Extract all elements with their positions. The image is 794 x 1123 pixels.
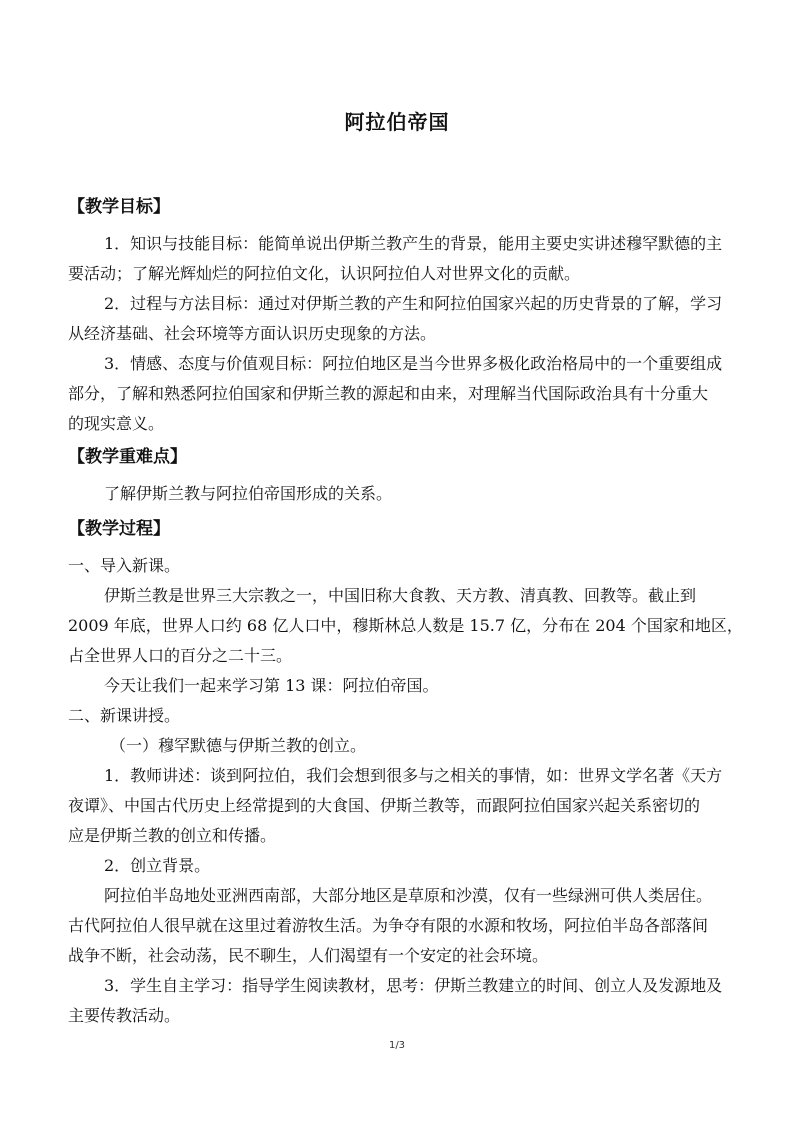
item-2-para-line-2: 古代阿拉伯人很早就在这里过着游牧生活。为争夺有限的水源和牧场，阿拉伯半岛各部落间 bbox=[68, 916, 709, 935]
section-1-para-line-3: 占全世界人口的百分之二十三。 bbox=[68, 646, 293, 665]
objective-2-line-1: 2．过程与方法目标：通过对伊斯兰教的产生和阿拉伯国家兴起的历史背景的了解，学习 bbox=[104, 294, 723, 313]
item-2-para-line-3: 战争不断，社会动荡，民不聊生，人们渴望有一个安定的社会环境。 bbox=[68, 946, 549, 965]
item-2-title: 2．创立背景。 bbox=[104, 856, 211, 875]
item-3-line-2: 主要传教活动。 bbox=[68, 1006, 181, 1025]
heading-objectives: 【教学目标】 bbox=[68, 197, 170, 217]
page-number: 1/3 bbox=[388, 1040, 406, 1051]
objective-3-line-2: 部分，了解和熟悉阿拉伯国家和伊斯兰教的源起和由来，对理解当代国际政治具有十分重大 bbox=[68, 384, 709, 403]
objective-1-line-2: 要活动；了解光辉灿烂的阿拉伯文化，认识阿拉伯人对世界文化的贡献。 bbox=[68, 264, 581, 283]
objective-3-line-3: 的现实意义。 bbox=[68, 414, 165, 433]
item-1-line-3: 应是伊斯兰教的创立和传播。 bbox=[68, 826, 277, 845]
item-3-line-1: 3．学生自主学习：指导学生阅读教材，思考：伊斯兰教建立的时间、创立人及发源地及 bbox=[104, 976, 723, 995]
objective-2-line-2: 从经济基础、社会环境等方面认识历史现象的方法。 bbox=[68, 324, 437, 343]
section-2-title: 二、新课讲授。 bbox=[68, 706, 181, 725]
objective-1-line-1: 1．知识与技能目标：能简单说出伊斯兰教产生的背景，能用主要史实讲述穆罕默德的主 bbox=[104, 234, 723, 253]
item-2-para-line-1: 阿拉伯半岛地处亚洲西南部，大部分地区是草原和沙漠，仅有一些绿洲可供人类居住。 bbox=[104, 886, 713, 905]
page-title: 阿拉伯帝国 bbox=[344, 110, 450, 134]
section-1-title: 一、导入新课。 bbox=[68, 556, 181, 575]
key-points-text: 了解伊斯兰教与阿拉伯帝国形成的关系。 bbox=[104, 484, 393, 503]
objective-3-line-1: 3．情感、态度与价值观目标：阿拉伯地区是当今世界多极化政治格局中的一个重要组成 bbox=[104, 354, 723, 373]
item-1-line-1: 1．教师讲述：谈到阿拉伯，我们会想到很多与之相关的事情，如：世界文学名著《天方 bbox=[104, 766, 723, 785]
heading-key-points: 【教学重难点】 bbox=[68, 447, 187, 467]
section-1-para-line-2: 2009 年底，世界人口约 68 亿人口中，穆斯林总人数是 15.7 亿，分布在 204 个国家和地区， bbox=[68, 616, 743, 635]
heading-process: 【教学过程】 bbox=[68, 519, 170, 539]
item-1-line-2: 夜谭》、中国古代历史上经常提到的大食国、伊斯兰教等，而跟阿拉伯国家兴起关系密切的 bbox=[68, 796, 701, 815]
section-2-subheading: （一）穆罕默德与伊斯兰教的创立。 bbox=[110, 736, 367, 755]
section-1-para-2: 今天让我们一起来学习第 13 课：阿拉伯帝国。 bbox=[104, 676, 439, 695]
section-1-para-line-1: 伊斯兰教是世界三大宗教之一，中国旧称大食教、天方教、清真教、回教等。截止到 bbox=[104, 586, 697, 605]
